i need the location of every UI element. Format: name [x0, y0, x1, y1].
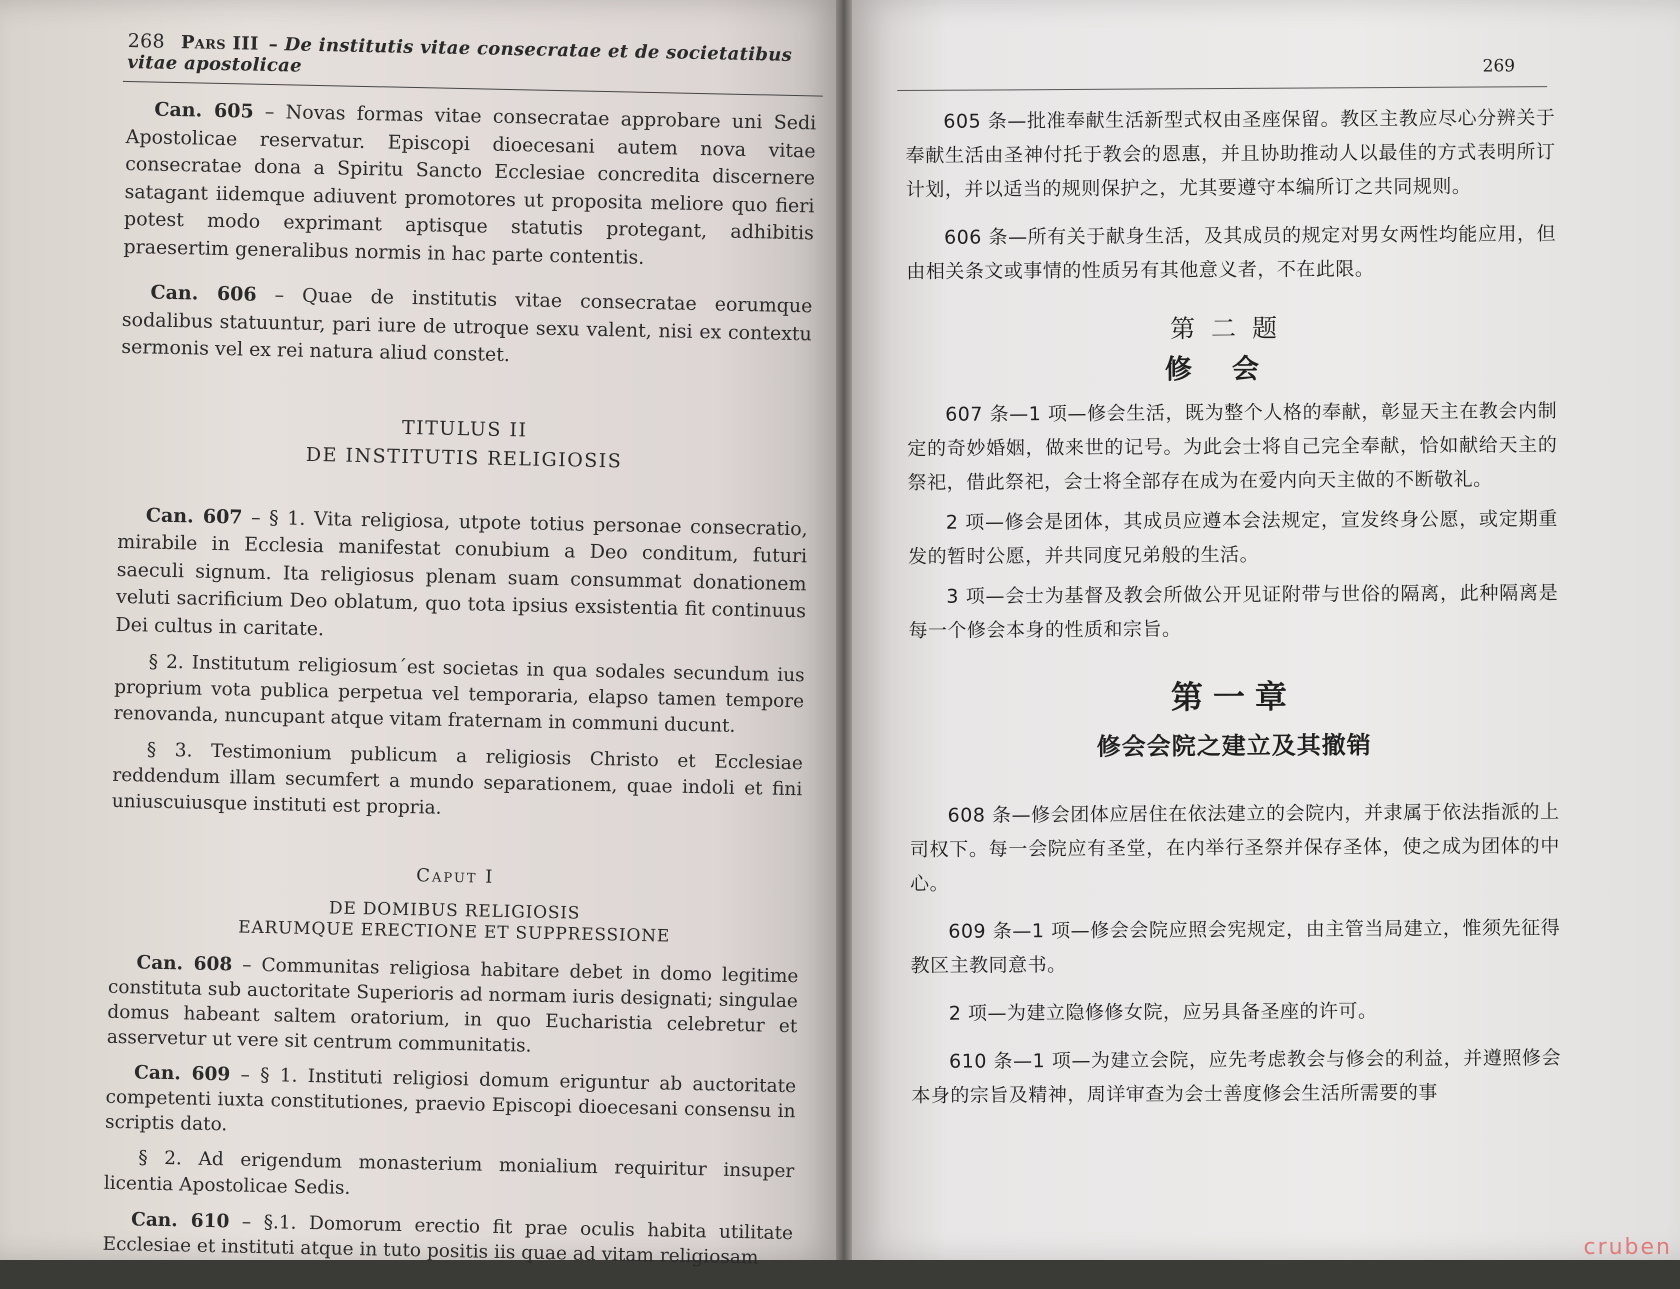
chapter-number-cn: 第一章 [1170, 677, 1298, 717]
canon-607 [115, 501, 808, 653]
header-rule-right [897, 86, 1547, 91]
page-number-left: 268 [127, 30, 166, 53]
canon-607-para-1: – § 1. Vita religiosa, utpote totius personae consecratio, mirabile in Ecclesia manifestat conubium a Deo conditum, futuri saeculi signum. Ita religiosus plenam suam consummat donationem veluti sacrificium Deo oblatum, quo tota ipsius exsistentia fit continuus Dei cultus in caritate. [115, 506, 808, 640]
caput-title-line-2: EARUMQUE ERECTIONE ET SUPPRESSIONE [238, 917, 671, 947]
canon-605-number: Can. 605 [154, 98, 254, 123]
article-609-1: 609 条—1 项—修会会院应照会宪规定，由主管当局建立，惟须先征得教区主教同意书。 [910, 917, 1561, 977]
article-607-2: 2 项—修会是团体，其成员应遵本会法规定，宣发终身公愿，或定期重发的暂时公愿，并共同度兄弟般的生活。 [907, 508, 1558, 568]
right-page-text [905, 56, 1562, 1127]
titulus-number: TITULUS II [401, 416, 528, 441]
caput-number: Caput I [416, 865, 495, 888]
titulus-heading [119, 407, 810, 479]
titulus-title: DE INSTITUTIS RELIGIOSIS [305, 443, 623, 472]
canon-608-number: Can. 608 [136, 952, 233, 976]
canon-609 [105, 1060, 796, 1149]
book-gutter [836, 0, 852, 1260]
canon-606 [121, 279, 813, 376]
canon-607-para-2: § 2. Institutum religiosum´est societas in qua sodales secundum ius proprium vota publica perpetua vel temporaria, elapso tamen tempore renovanda, nuncupant atque vitam fraternam in communi ducunt. [113, 651, 805, 737]
article-605: 605 条—批准奉献生活新型式权由圣座保留。教区主教应尽心分辨关于奉献生活由圣神付托于教会的恩惠，并且协助推动人以最佳的方式表明所订计划，并以适当的规则保护之，尤其要遵守本编所订之共同规则。 [905, 107, 1556, 201]
caput-heading [109, 859, 800, 950]
running-head-pars: Pars III [180, 32, 259, 55]
canon-610-text: – §.1. Domorum erectio fit prae oculis habita utilitate Ecclesiae et instituti atque in tuto positis iis quae ad vitam religiosam [102, 1211, 794, 1269]
title-number-cn: 第二题 [1170, 313, 1294, 344]
article-607-1: 607 条—1 项—修会生活，既为整个人格的奉献，彰显天主在教会内制定的奇妙婚姻，做来世的记号。为此会士将自己完全奉献，恰如献给天主的祭祀，借此祭祀，会士将全部存在成为在爱内向天主做的不断敬礼。 [907, 400, 1558, 494]
article-606: 606 条—所有关于献身生活，及其成员的规定对男女两性均能应用，但由相关条文或事情的性质另有其他意义者，不在此限。 [906, 223, 1557, 283]
title-name-cn: 修会 [1164, 353, 1299, 386]
chapter-title-cn: 修会会院之建立及其撤销 [1096, 731, 1372, 761]
article-607-3: 3 项—会士为基督及教会所做公开见证附带与世俗的隔离，此种隔离是每一个修会本身的性质和宗旨。 [908, 582, 1559, 642]
canon-606-number: Can. 606 [150, 281, 257, 306]
canon-607-para-3: § 3. Testimonium publicum a religiosis Christo et Ecclesiae reddendum illam secumfert a mundo separationem, quae indoli et fini uniuscuiusque instituti est propria. [111, 739, 804, 819]
canon-607-number: Can. 607 [145, 503, 243, 529]
canon-610-number: Can. 610 [130, 1209, 230, 1233]
canon-605 [123, 96, 816, 275]
page-number-right: 269 [1482, 56, 1516, 77]
canon-606-text: – Quae de institutis vitae consecratae eorumque sodalibus statuuntur, pari iure de utroque sexu valent, nisi ex contextu sermonis vel ex rei natura aliud constet. [121, 283, 813, 367]
caput-title-line-1: DE DOMIBUS RELIGIOSIS [328, 898, 581, 924]
canon-608 [107, 950, 799, 1064]
left-page-text [102, 30, 818, 1289]
canon-609-number: Can. 609 [133, 1062, 231, 1086]
article-609-2: 2 项—为建立隐修修女院，应另具备圣座的许可。 [948, 1000, 1378, 1025]
watermark: cruben [1583, 1235, 1672, 1260]
article-610-1: 610 条—1 项—为建立会院，应先考虑教会与修会的利益，并遵照修会本身的宗旨及精神，周详审查为会士善度修会生活所需要的事 [911, 1047, 1562, 1107]
canon-609-para-1: – § 1. Instituti religiosi domum eriguntur ab auctoritate competenti iuxta constitutiones, praevio Episcopi dioecesani consensu in scriptis dato. [104, 1064, 797, 1136]
running-head-title: – De institutis vitae consecratae et de societatibus vitae apostolicae [127, 33, 793, 77]
canon-610 [102, 1207, 793, 1271]
canon-609-para-2: § 2. Ad erigendum monasterium monialium requiritur insuper licentia Apostolicae Sedis. [103, 1147, 795, 1199]
article-608: 608 条—修会团体应居住在依法建立的会院内，并隶属于依法指派的上司权下。每一会院应有圣堂，在内举行圣祭并保存圣体，使之成为团体的中心。 [909, 801, 1560, 895]
canon-608-text: – Communitas religiosa habitare debet in domo legitime constituta sub auctoritate Superioris ad normam iuris designati; singulae domus habeant saltem oratorium, in quo Eucharistia celebretur et asservetur ut vere sit centrum communitatis. [106, 954, 799, 1057]
canon-605-text: – Novas formas vitae consecratae approbare uni Sedi Apostolicae reservatur. Episcopi dioecesani autem nova vitae consecratae dona a Spiritu Sancto Ecclesiae concredita discernere satagant iidemque adiuvent promotores ut proposita meliore quo fieri potest modo exprimant aptisque statutis protegant, adhibitis praesertim generalibus normis in hac parte contentis. [123, 100, 817, 269]
